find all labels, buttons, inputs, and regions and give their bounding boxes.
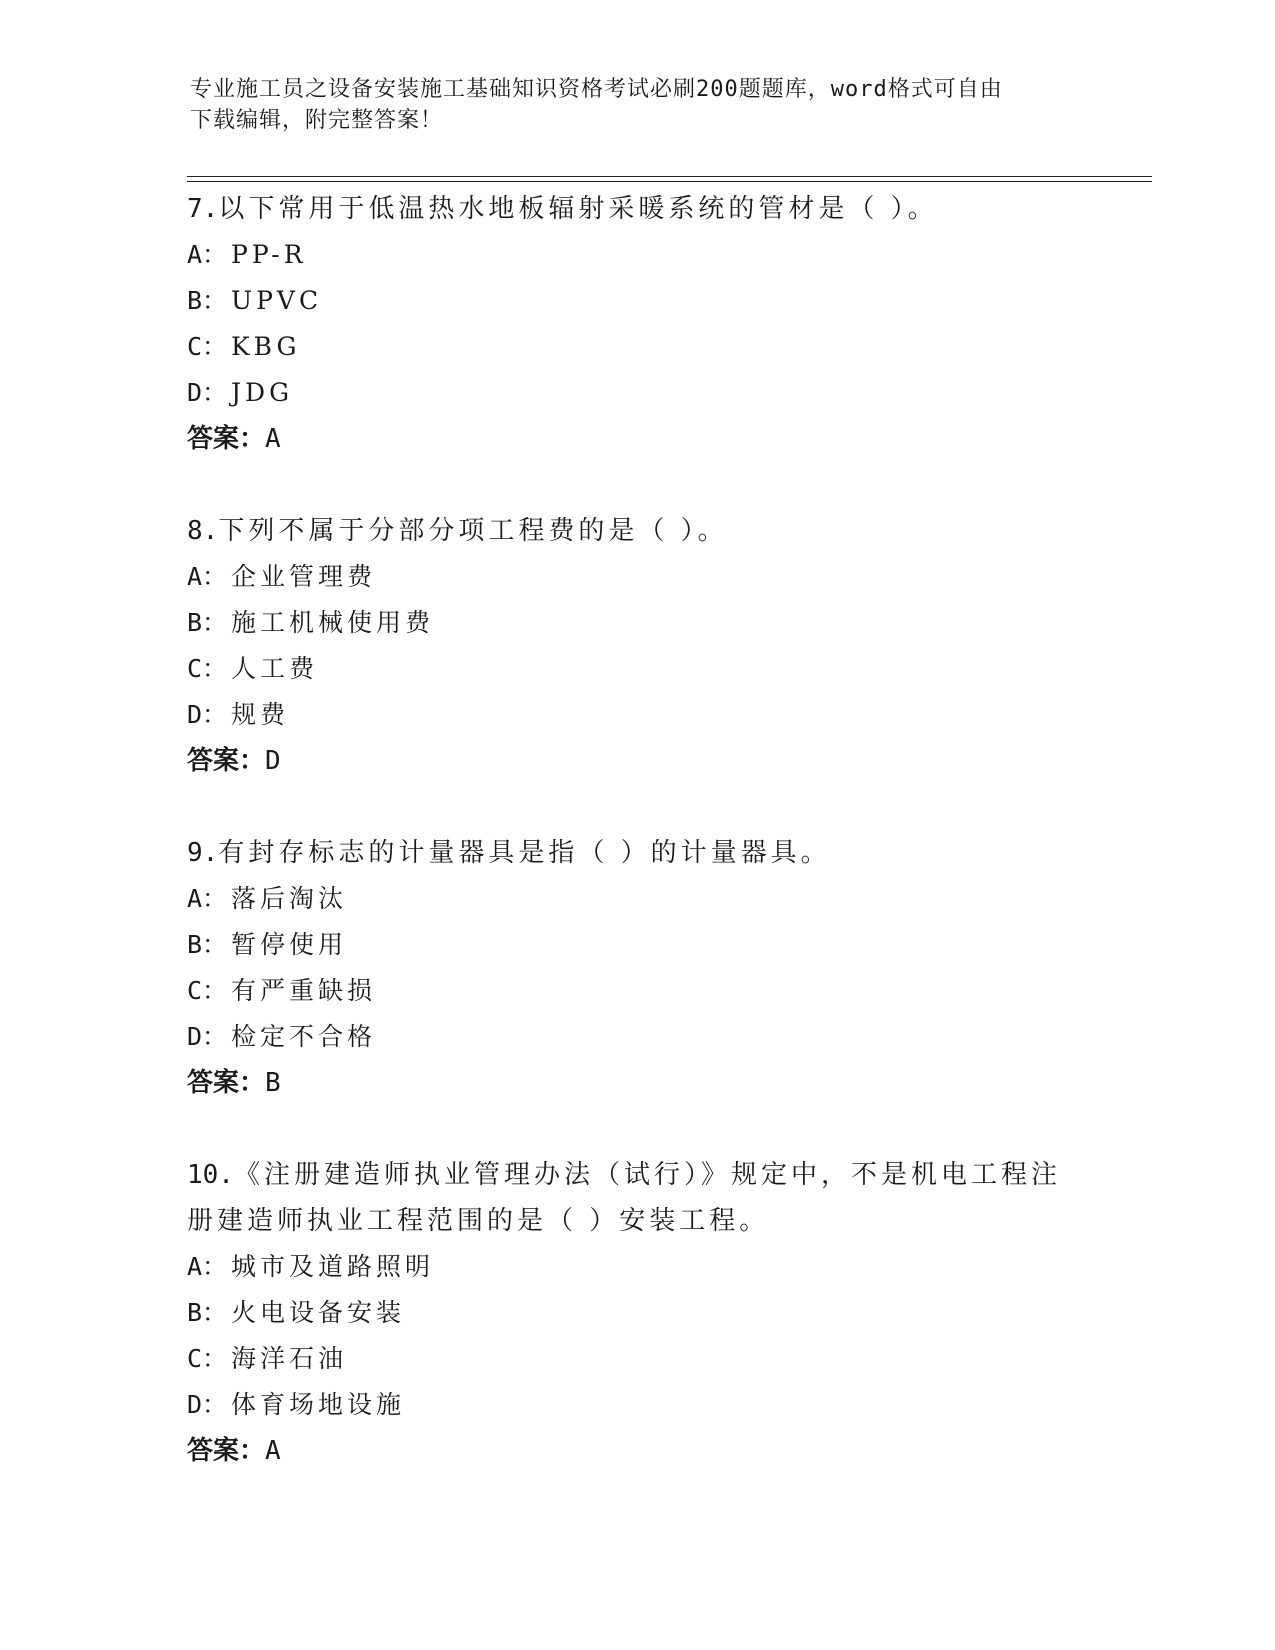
header-line-1: 专业施工员之设备安装施工基础知识资格考试必刷200题题库，word格式可自由 bbox=[190, 77, 1003, 102]
document-header bbox=[190, 74, 1090, 136]
answer-line bbox=[187, 1060, 1087, 1106]
question-text: 有封存标志的计量器具是指（ ）的计量器具。 bbox=[218, 838, 831, 868]
answer-label: 答案： bbox=[187, 1068, 266, 1098]
option-d bbox=[187, 1382, 1067, 1428]
option-a bbox=[187, 554, 1087, 600]
answer-value: D bbox=[265, 746, 281, 776]
option-c bbox=[187, 646, 1087, 692]
answer-value: A bbox=[265, 424, 281, 454]
option-text: 人工费 bbox=[231, 654, 319, 683]
option-b bbox=[187, 1290, 1067, 1336]
option-text: UPVC bbox=[231, 286, 323, 315]
option-text: 施工机械使用费 bbox=[231, 608, 435, 637]
option-text: 落后淘汰 bbox=[231, 884, 348, 913]
option-key: A： bbox=[187, 884, 228, 913]
question-9 bbox=[187, 830, 1087, 1106]
option-key: A： bbox=[187, 1252, 228, 1281]
option-key: C： bbox=[187, 1344, 228, 1373]
question-text: 下列不属于分部分项工程费的是（ ）。 bbox=[218, 516, 728, 546]
answer-line bbox=[187, 416, 1087, 462]
option-text: 暂停使用 bbox=[231, 930, 348, 959]
option-text: 城市及道路照明 bbox=[231, 1252, 435, 1281]
question-10 bbox=[187, 1152, 1067, 1474]
option-key: B： bbox=[187, 1298, 228, 1327]
question-text: 《注册建造师执业管理办法（试行）》规定中，不是机电工程注册建造师执业工程范围的是（ ）安装工程。 bbox=[187, 1160, 1061, 1236]
option-text: 体育场地设施 bbox=[231, 1390, 406, 1419]
question-7 bbox=[187, 186, 1087, 462]
option-text: JDG bbox=[231, 378, 294, 407]
option-key: A： bbox=[187, 562, 228, 591]
option-a bbox=[187, 232, 1087, 278]
answer-label: 答案： bbox=[187, 746, 266, 776]
option-b bbox=[187, 278, 1087, 324]
question-number: 10. bbox=[187, 1160, 234, 1190]
answer-line bbox=[187, 738, 1087, 784]
option-key: B： bbox=[187, 608, 228, 637]
option-text: 有严重缺损 bbox=[231, 976, 377, 1005]
option-b bbox=[187, 600, 1087, 646]
option-a bbox=[187, 876, 1087, 922]
option-key: D： bbox=[187, 378, 228, 407]
answer-line bbox=[187, 1428, 1067, 1474]
option-key: B： bbox=[187, 286, 228, 315]
question-title bbox=[187, 1152, 1067, 1244]
option-d bbox=[187, 370, 1087, 416]
question-title bbox=[187, 186, 1087, 232]
option-key: C： bbox=[187, 332, 228, 361]
option-text: 海洋石油 bbox=[231, 1344, 348, 1373]
option-key: D： bbox=[187, 700, 228, 729]
answer-value: B bbox=[265, 1068, 281, 1098]
option-text: 检定不合格 bbox=[231, 1022, 377, 1051]
option-a bbox=[187, 1244, 1067, 1290]
option-key: C： bbox=[187, 976, 228, 1005]
option-text: 规费 bbox=[231, 700, 290, 729]
header-divider-top bbox=[187, 176, 1152, 177]
option-key: C： bbox=[187, 654, 228, 683]
option-text: KBG bbox=[231, 332, 301, 361]
option-key: D： bbox=[187, 1022, 228, 1051]
option-key: B： bbox=[187, 930, 228, 959]
option-text: PP-R bbox=[231, 240, 307, 269]
option-key: A： bbox=[187, 240, 228, 269]
answer-label: 答案： bbox=[187, 424, 266, 454]
answer-label: 答案： bbox=[187, 1436, 266, 1466]
option-b bbox=[187, 922, 1087, 968]
option-c bbox=[187, 324, 1087, 370]
option-c bbox=[187, 1336, 1067, 1382]
question-number: 9. bbox=[187, 838, 219, 868]
header-line-2: 下载编辑，附完整答案！ bbox=[190, 108, 444, 133]
question-text: 以下常用于低温热水地板辐射采暖系统的管材是（ ）。 bbox=[218, 194, 938, 224]
option-text: 火电设备安装 bbox=[231, 1298, 406, 1327]
answer-value: A bbox=[265, 1436, 281, 1466]
option-c bbox=[187, 968, 1087, 1014]
option-d bbox=[187, 692, 1087, 738]
question-title bbox=[187, 830, 1087, 876]
option-text: 企业管理费 bbox=[231, 562, 377, 591]
question-number: 8. bbox=[187, 516, 219, 546]
question-8 bbox=[187, 508, 1087, 784]
header-divider-bottom bbox=[187, 181, 1152, 182]
option-key: D： bbox=[187, 1390, 228, 1419]
option-d bbox=[187, 1014, 1087, 1060]
question-title bbox=[187, 508, 1087, 554]
question-number: 7. bbox=[187, 194, 219, 224]
